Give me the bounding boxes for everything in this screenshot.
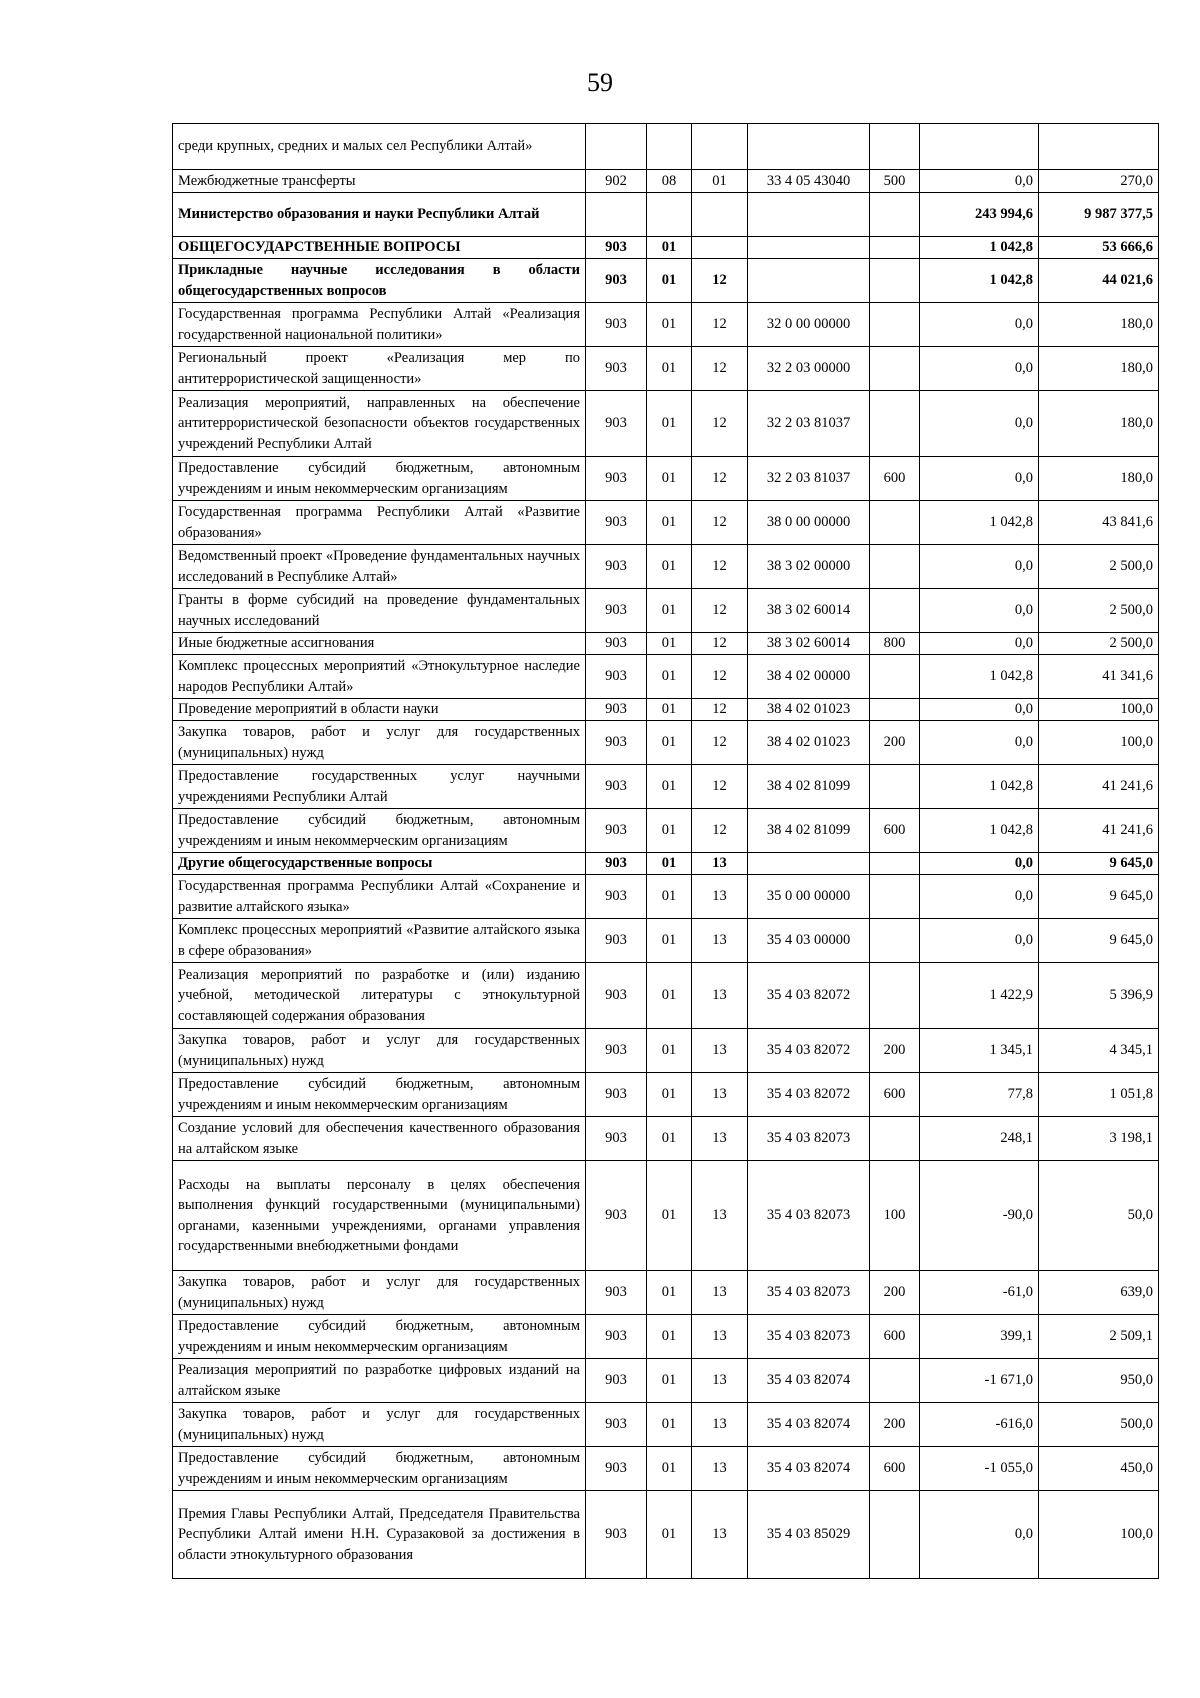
expense-type-cell: 600 [870,809,920,853]
amount-total-cell: 1 051,8 [1039,1073,1159,1117]
amount-change-cell: 1 042,8 [920,765,1039,809]
budget-table [172,123,1159,1579]
target-article-cell: 35 4 03 85029 [748,1491,870,1579]
grbs-code-cell: 903 [586,655,647,699]
target-article-cell: 38 4 02 01023 [748,699,870,721]
subsection-code-cell [692,237,748,259]
amount-total-cell: 180,0 [1039,303,1159,347]
row-name-cell: Закупка товаров, работ и услуг для государственных (муниципальных) нужд [173,1403,586,1447]
subsection-code-cell: 13 [692,1359,748,1403]
amount-change-cell: 0,0 [920,391,1039,457]
amount-change-cell: 1 422,9 [920,963,1039,1029]
grbs-code-cell: 903 [586,1271,647,1315]
row-name-cell: Проведение мероприятий в области науки [173,699,586,721]
grbs-code-cell: 903 [586,391,647,457]
expense-type-cell: 600 [870,1447,920,1491]
table-row [173,1315,1159,1359]
table-row [173,589,1159,633]
section-code-cell: 01 [647,853,692,875]
table-row [173,193,1159,237]
expense-type-cell [870,875,920,919]
row-name-cell: Министерство образования и науки Республики Алтай [173,193,586,237]
target-article-cell: 35 4 03 82073 [748,1315,870,1359]
target-article-cell: 38 4 02 00000 [748,655,870,699]
amount-total-cell: 180,0 [1039,347,1159,391]
row-name-cell: Предоставление субсидий бюджетным, автономным учреждениям и иным некоммерческим организациям [173,457,586,501]
expense-type-cell [870,655,920,699]
amount-total-cell: 3 198,1 [1039,1117,1159,1161]
table-row [173,347,1159,391]
row-name-cell: Государственная программа Республики Алтай «Развитие образования» [173,501,586,545]
amount-change-cell: -61,0 [920,1271,1039,1315]
amount-total-cell: 4 345,1 [1039,1029,1159,1073]
subsection-code-cell: 12 [692,545,748,589]
amount-change-cell: 0,0 [920,853,1039,875]
target-article-cell: 32 2 03 81037 [748,391,870,457]
amount-change-cell: -1 055,0 [920,1447,1039,1491]
expense-type-cell [870,193,920,237]
expense-type-cell: 200 [870,1403,920,1447]
grbs-code-cell: 903 [586,1117,647,1161]
subsection-code-cell: 12 [692,765,748,809]
subsection-code-cell: 12 [692,501,748,545]
table-row [173,699,1159,721]
row-name-cell: Комплекс процессных мероприятий «Развитие алтайского языка в сфере образования» [173,919,586,963]
target-article-cell: 38 3 02 60014 [748,589,870,633]
amount-total-cell: 180,0 [1039,457,1159,501]
grbs-code-cell: 903 [586,1403,647,1447]
row-name-cell: Закупка товаров, работ и услуг для государственных (муниципальных) нужд [173,721,586,765]
target-article-cell: 35 4 03 00000 [748,919,870,963]
table-row [173,1073,1159,1117]
section-code-cell [647,124,692,170]
grbs-code-cell [586,124,647,170]
row-name-cell: Премия Главы Республики Алтай, Председателя Правительства Республики Алтай имени Н.Н. Суразаковой за достижения в области этнокультурного образования [173,1491,586,1579]
target-article-cell: 38 3 02 60014 [748,633,870,655]
amount-change-cell: -90,0 [920,1161,1039,1271]
row-name-cell: Создание условий для обеспечения качественного образования на алтайском языке [173,1117,586,1161]
amount-total-cell [1039,124,1159,170]
row-name-cell: Прикладные научные исследования в области общегосударственных вопросов [173,259,586,303]
section-code-cell: 01 [647,391,692,457]
grbs-code-cell: 903 [586,875,647,919]
section-code-cell: 01 [647,457,692,501]
row-name-cell: Комплекс процессных мероприятий «Этнокультурное наследие народов Республики Алтай» [173,655,586,699]
subsection-code-cell: 12 [692,589,748,633]
row-name-cell: Государственная программа Республики Алтай «Сохранение и развитие алтайского языка» [173,875,586,919]
page-number: 59 [587,68,613,97]
row-name-cell: Государственная программа Республики Алтай «Реализация государственной национальной политики» [173,303,586,347]
table-row [173,457,1159,501]
expense-type-cell: 600 [870,1315,920,1359]
expense-type-cell: 800 [870,633,920,655]
expense-type-cell [870,1491,920,1579]
grbs-code-cell: 902 [586,170,647,193]
row-name-cell: Предоставление субсидий бюджетным, автономным учреждениям и иным некоммерческим организациям [173,1073,586,1117]
section-code-cell: 01 [647,237,692,259]
expense-type-cell [870,765,920,809]
table-row [173,237,1159,259]
amount-total-cell: 270,0 [1039,170,1159,193]
section-code-cell: 01 [647,589,692,633]
target-article-cell: 35 4 03 82074 [748,1359,870,1403]
subsection-code-cell: 13 [692,1029,748,1073]
row-name-cell: Закупка товаров, работ и услуг для государственных (муниципальных) нужд [173,1271,586,1315]
table-row [173,1271,1159,1315]
grbs-code-cell: 903 [586,963,647,1029]
expense-type-cell [870,963,920,1029]
amount-total-cell: 500,0 [1039,1403,1159,1447]
section-code-cell: 01 [647,347,692,391]
row-name-cell: Иные бюджетные ассигнования [173,633,586,655]
row-name-cell: Реализация мероприятий по разработке цифровых изданий на алтайском языке [173,1359,586,1403]
table-row [173,765,1159,809]
amount-change-cell: 1 042,8 [920,655,1039,699]
target-article-cell: 35 4 03 82074 [748,1403,870,1447]
amount-total-cell: 100,0 [1039,721,1159,765]
table-row [173,545,1159,589]
section-code-cell: 01 [647,1315,692,1359]
subsection-code-cell: 12 [692,633,748,655]
section-code-cell: 01 [647,721,692,765]
row-name-cell: среди крупных, средних и малых сел Республики Алтай» [173,124,586,170]
table-row [173,124,1159,170]
expense-type-cell [870,589,920,633]
amount-total-cell: 41 241,6 [1039,809,1159,853]
expense-type-cell [870,124,920,170]
amount-change-cell: 0,0 [920,303,1039,347]
table-row [173,1359,1159,1403]
subsection-code-cell: 13 [692,1161,748,1271]
target-article-cell: 35 4 03 82072 [748,1029,870,1073]
row-name-cell: Межбюджетные трансферты [173,170,586,193]
amount-total-cell: 44 021,6 [1039,259,1159,303]
expense-type-cell: 200 [870,721,920,765]
grbs-code-cell: 903 [586,721,647,765]
amount-total-cell: 9 987 377,5 [1039,193,1159,237]
amount-change-cell: 0,0 [920,633,1039,655]
amount-change-cell: 0,0 [920,699,1039,721]
amount-total-cell: 41 341,6 [1039,655,1159,699]
subsection-code-cell: 12 [692,655,748,699]
target-article-cell: 32 2 03 81037 [748,457,870,501]
section-code-cell: 01 [647,1447,692,1491]
expense-type-cell [870,1117,920,1161]
target-article-cell: 35 4 03 82073 [748,1117,870,1161]
amount-change-cell: 0,0 [920,170,1039,193]
section-code-cell: 01 [647,1029,692,1073]
expense-type-cell [870,347,920,391]
amount-change-cell: 0,0 [920,721,1039,765]
section-code-cell: 01 [647,1161,692,1271]
subsection-code-cell: 13 [692,1403,748,1447]
expense-type-cell [870,699,920,721]
grbs-code-cell: 903 [586,303,647,347]
amount-change-cell: 77,8 [920,1073,1039,1117]
section-code-cell: 01 [647,919,692,963]
target-article-cell: 38 4 02 81099 [748,809,870,853]
target-article-cell: 35 4 03 82072 [748,963,870,1029]
subsection-code-cell: 13 [692,1491,748,1579]
expense-type-cell [870,545,920,589]
table-row [173,501,1159,545]
grbs-code-cell: 903 [586,919,647,963]
expense-type-cell: 100 [870,1161,920,1271]
section-code-cell: 01 [647,303,692,347]
amount-total-cell: 2 500,0 [1039,545,1159,589]
table-row [173,1161,1159,1271]
amount-change-cell: 0,0 [920,919,1039,963]
row-name-cell: Гранты в форме субсидий на проведение фундаментальных научных исследований [173,589,586,633]
grbs-code-cell: 903 [586,633,647,655]
table-row [173,391,1159,457]
table-row [173,303,1159,347]
table-row [173,963,1159,1029]
grbs-code-cell: 903 [586,809,647,853]
target-article-cell: 32 0 00 00000 [748,303,870,347]
section-code-cell: 01 [647,1491,692,1579]
amount-total-cell: 450,0 [1039,1447,1159,1491]
amount-total-cell: 950,0 [1039,1359,1159,1403]
section-code-cell: 01 [647,809,692,853]
section-code-cell: 01 [647,1403,692,1447]
amount-total-cell: 639,0 [1039,1271,1159,1315]
amount-total-cell: 2 509,1 [1039,1315,1159,1359]
target-article-cell: 35 4 03 82073 [748,1271,870,1315]
grbs-code-cell: 903 [586,457,647,501]
section-code-cell: 08 [647,170,692,193]
amount-change-cell: 0,0 [920,457,1039,501]
row-name-cell: Ведомственный проект «Проведение фундаментальных научных исследований в Республике Алтай» [173,545,586,589]
row-name-cell: Предоставление государственных услуг научными учреждениями Республики Алтай [173,765,586,809]
amount-change-cell: 0,0 [920,875,1039,919]
grbs-code-cell: 903 [586,1161,647,1271]
subsection-code-cell: 12 [692,457,748,501]
target-article-cell: 38 0 00 00000 [748,501,870,545]
target-article-cell: 32 2 03 00000 [748,347,870,391]
subsection-code-cell: 12 [692,347,748,391]
row-name-cell: Предоставление субсидий бюджетным, автономным учреждениям и иным некоммерческим организациям [173,1447,586,1491]
subsection-code-cell: 01 [692,170,748,193]
target-article-cell [748,259,870,303]
amount-total-cell: 180,0 [1039,391,1159,457]
table-row [173,633,1159,655]
row-name-cell: ОБЩЕГОСУДАРСТВЕННЫЕ ВОПРОСЫ [173,237,586,259]
grbs-code-cell [586,193,647,237]
amount-change-cell: -1 671,0 [920,1359,1039,1403]
subsection-code-cell: 13 [692,919,748,963]
subsection-code-cell [692,193,748,237]
table-row [173,1491,1159,1579]
expense-type-cell [870,501,920,545]
section-code-cell: 01 [647,1271,692,1315]
expense-type-cell [870,919,920,963]
subsection-code-cell: 13 [692,1117,748,1161]
section-code-cell: 01 [647,765,692,809]
row-name-cell: Закупка товаров, работ и услуг для государственных (муниципальных) нужд [173,1029,586,1073]
table-row [173,1403,1159,1447]
section-code-cell [647,193,692,237]
subsection-code-cell: 12 [692,721,748,765]
amount-total-cell: 9 645,0 [1039,919,1159,963]
section-code-cell: 01 [647,655,692,699]
expense-type-cell: 600 [870,457,920,501]
subsection-code-cell [692,124,748,170]
table-row [173,655,1159,699]
section-code-cell: 01 [647,699,692,721]
amount-total-cell: 100,0 [1039,699,1159,721]
target-article-cell: 38 4 02 81099 [748,765,870,809]
amount-change-cell: -616,0 [920,1403,1039,1447]
grbs-code-cell: 903 [586,1491,647,1579]
amount-change-cell: 0,0 [920,589,1039,633]
amount-total-cell: 50,0 [1039,1161,1159,1271]
amount-total-cell: 9 645,0 [1039,853,1159,875]
grbs-code-cell: 903 [586,853,647,875]
amount-change-cell [920,124,1039,170]
section-code-cell: 01 [647,1073,692,1117]
table-row [173,853,1159,875]
amount-change-cell: 399,1 [920,1315,1039,1359]
amount-total-cell: 41 241,6 [1039,765,1159,809]
amount-change-cell: 1 042,8 [920,501,1039,545]
target-article-cell [748,124,870,170]
amount-change-cell: 0,0 [920,1491,1039,1579]
target-article-cell: 33 4 05 43040 [748,170,870,193]
amount-total-cell: 2 500,0 [1039,589,1159,633]
grbs-code-cell: 903 [586,765,647,809]
subsection-code-cell: 13 [692,875,748,919]
grbs-code-cell: 903 [586,259,647,303]
row-name-cell: Другие общегосударственные вопросы [173,853,586,875]
expense-type-cell [870,259,920,303]
amount-change-cell: 248,1 [920,1117,1039,1161]
subsection-code-cell: 12 [692,391,748,457]
table-row [173,721,1159,765]
amount-change-cell: 1 345,1 [920,1029,1039,1073]
amount-change-cell: 0,0 [920,347,1039,391]
table-row [173,1447,1159,1491]
expense-type-cell [870,303,920,347]
table-row [173,1117,1159,1161]
expense-type-cell: 200 [870,1029,920,1073]
target-article-cell: 35 4 03 82073 [748,1161,870,1271]
subsection-code-cell: 12 [692,259,748,303]
row-name-cell: Предоставление субсидий бюджетным, автономным учреждениям и иным некоммерческим организациям [173,1315,586,1359]
amount-total-cell: 53 666,6 [1039,237,1159,259]
grbs-code-cell: 903 [586,501,647,545]
table-row [173,875,1159,919]
grbs-code-cell: 903 [586,1073,647,1117]
subsection-code-cell: 12 [692,699,748,721]
section-code-cell: 01 [647,501,692,545]
grbs-code-cell: 903 [586,347,647,391]
target-article-cell [748,193,870,237]
subsection-code-cell: 13 [692,963,748,1029]
table-row [173,170,1159,193]
table-row [173,1029,1159,1073]
target-article-cell: 38 3 02 00000 [748,545,870,589]
grbs-code-cell: 903 [586,545,647,589]
amount-total-cell: 100,0 [1039,1491,1159,1579]
row-name-cell: Региональный проект «Реализация мер по антитеррористической защищенности» [173,347,586,391]
subsection-code-cell: 13 [692,1073,748,1117]
amount-total-cell: 43 841,6 [1039,501,1159,545]
subsection-code-cell: 13 [692,1271,748,1315]
table-row [173,809,1159,853]
amount-total-cell: 5 396,9 [1039,963,1159,1029]
subsection-code-cell: 12 [692,303,748,347]
section-code-cell: 01 [647,1359,692,1403]
row-name-cell: Реализация мероприятий, направленных на обеспечение антитеррористической безопасности объектов государственных учреждений Республики Алтай [173,391,586,457]
expense-type-cell [870,853,920,875]
grbs-code-cell: 903 [586,1029,647,1073]
section-code-cell: 01 [647,545,692,589]
grbs-code-cell: 903 [586,1447,647,1491]
expense-type-cell: 200 [870,1271,920,1315]
target-article-cell: 35 0 00 00000 [748,875,870,919]
target-article-cell [748,853,870,875]
target-article-cell: 38 4 02 01023 [748,721,870,765]
expense-type-cell: 500 [870,170,920,193]
section-code-cell: 01 [647,963,692,1029]
amount-total-cell: 9 645,0 [1039,875,1159,919]
subsection-code-cell: 13 [692,1315,748,1359]
grbs-code-cell: 903 [586,699,647,721]
grbs-code-cell: 903 [586,237,647,259]
expense-type-cell [870,391,920,457]
grbs-code-cell: 903 [586,1359,647,1403]
grbs-code-cell: 903 [586,1315,647,1359]
section-code-cell: 01 [647,875,692,919]
target-article-cell: 35 4 03 82072 [748,1073,870,1117]
row-name-cell: Расходы на выплаты персоналу в целях обеспечения выполнения функций государственными (муниципальными) органами, казенными учреждениями, органами управления государственными внебюджетными фондами [173,1161,586,1271]
section-code-cell: 01 [647,633,692,655]
amount-change-cell: 0,0 [920,545,1039,589]
subsection-code-cell: 12 [692,809,748,853]
row-name-cell: Реализация мероприятий по разработке и (или) изданию учебной, методической литературы с этнокультурной составляющей содержания образования [173,963,586,1029]
row-name-cell: Предоставление субсидий бюджетным, автономным учреждениям и иным некоммерческим организациям [173,809,586,853]
amount-change-cell: 1 042,8 [920,259,1039,303]
expense-type-cell [870,1359,920,1403]
grbs-code-cell: 903 [586,589,647,633]
amount-total-cell: 2 500,0 [1039,633,1159,655]
section-code-cell: 01 [647,1117,692,1161]
expense-type-cell [870,237,920,259]
subsection-code-cell: 13 [692,853,748,875]
amount-change-cell: 1 042,8 [920,237,1039,259]
amount-change-cell: 1 042,8 [920,809,1039,853]
amount-change-cell: 243 994,6 [920,193,1039,237]
table-row [173,259,1159,303]
section-code-cell: 01 [647,259,692,303]
target-article-cell: 35 4 03 82074 [748,1447,870,1491]
subsection-code-cell: 13 [692,1447,748,1491]
target-article-cell [748,237,870,259]
table-row [173,919,1159,963]
expense-type-cell: 600 [870,1073,920,1117]
